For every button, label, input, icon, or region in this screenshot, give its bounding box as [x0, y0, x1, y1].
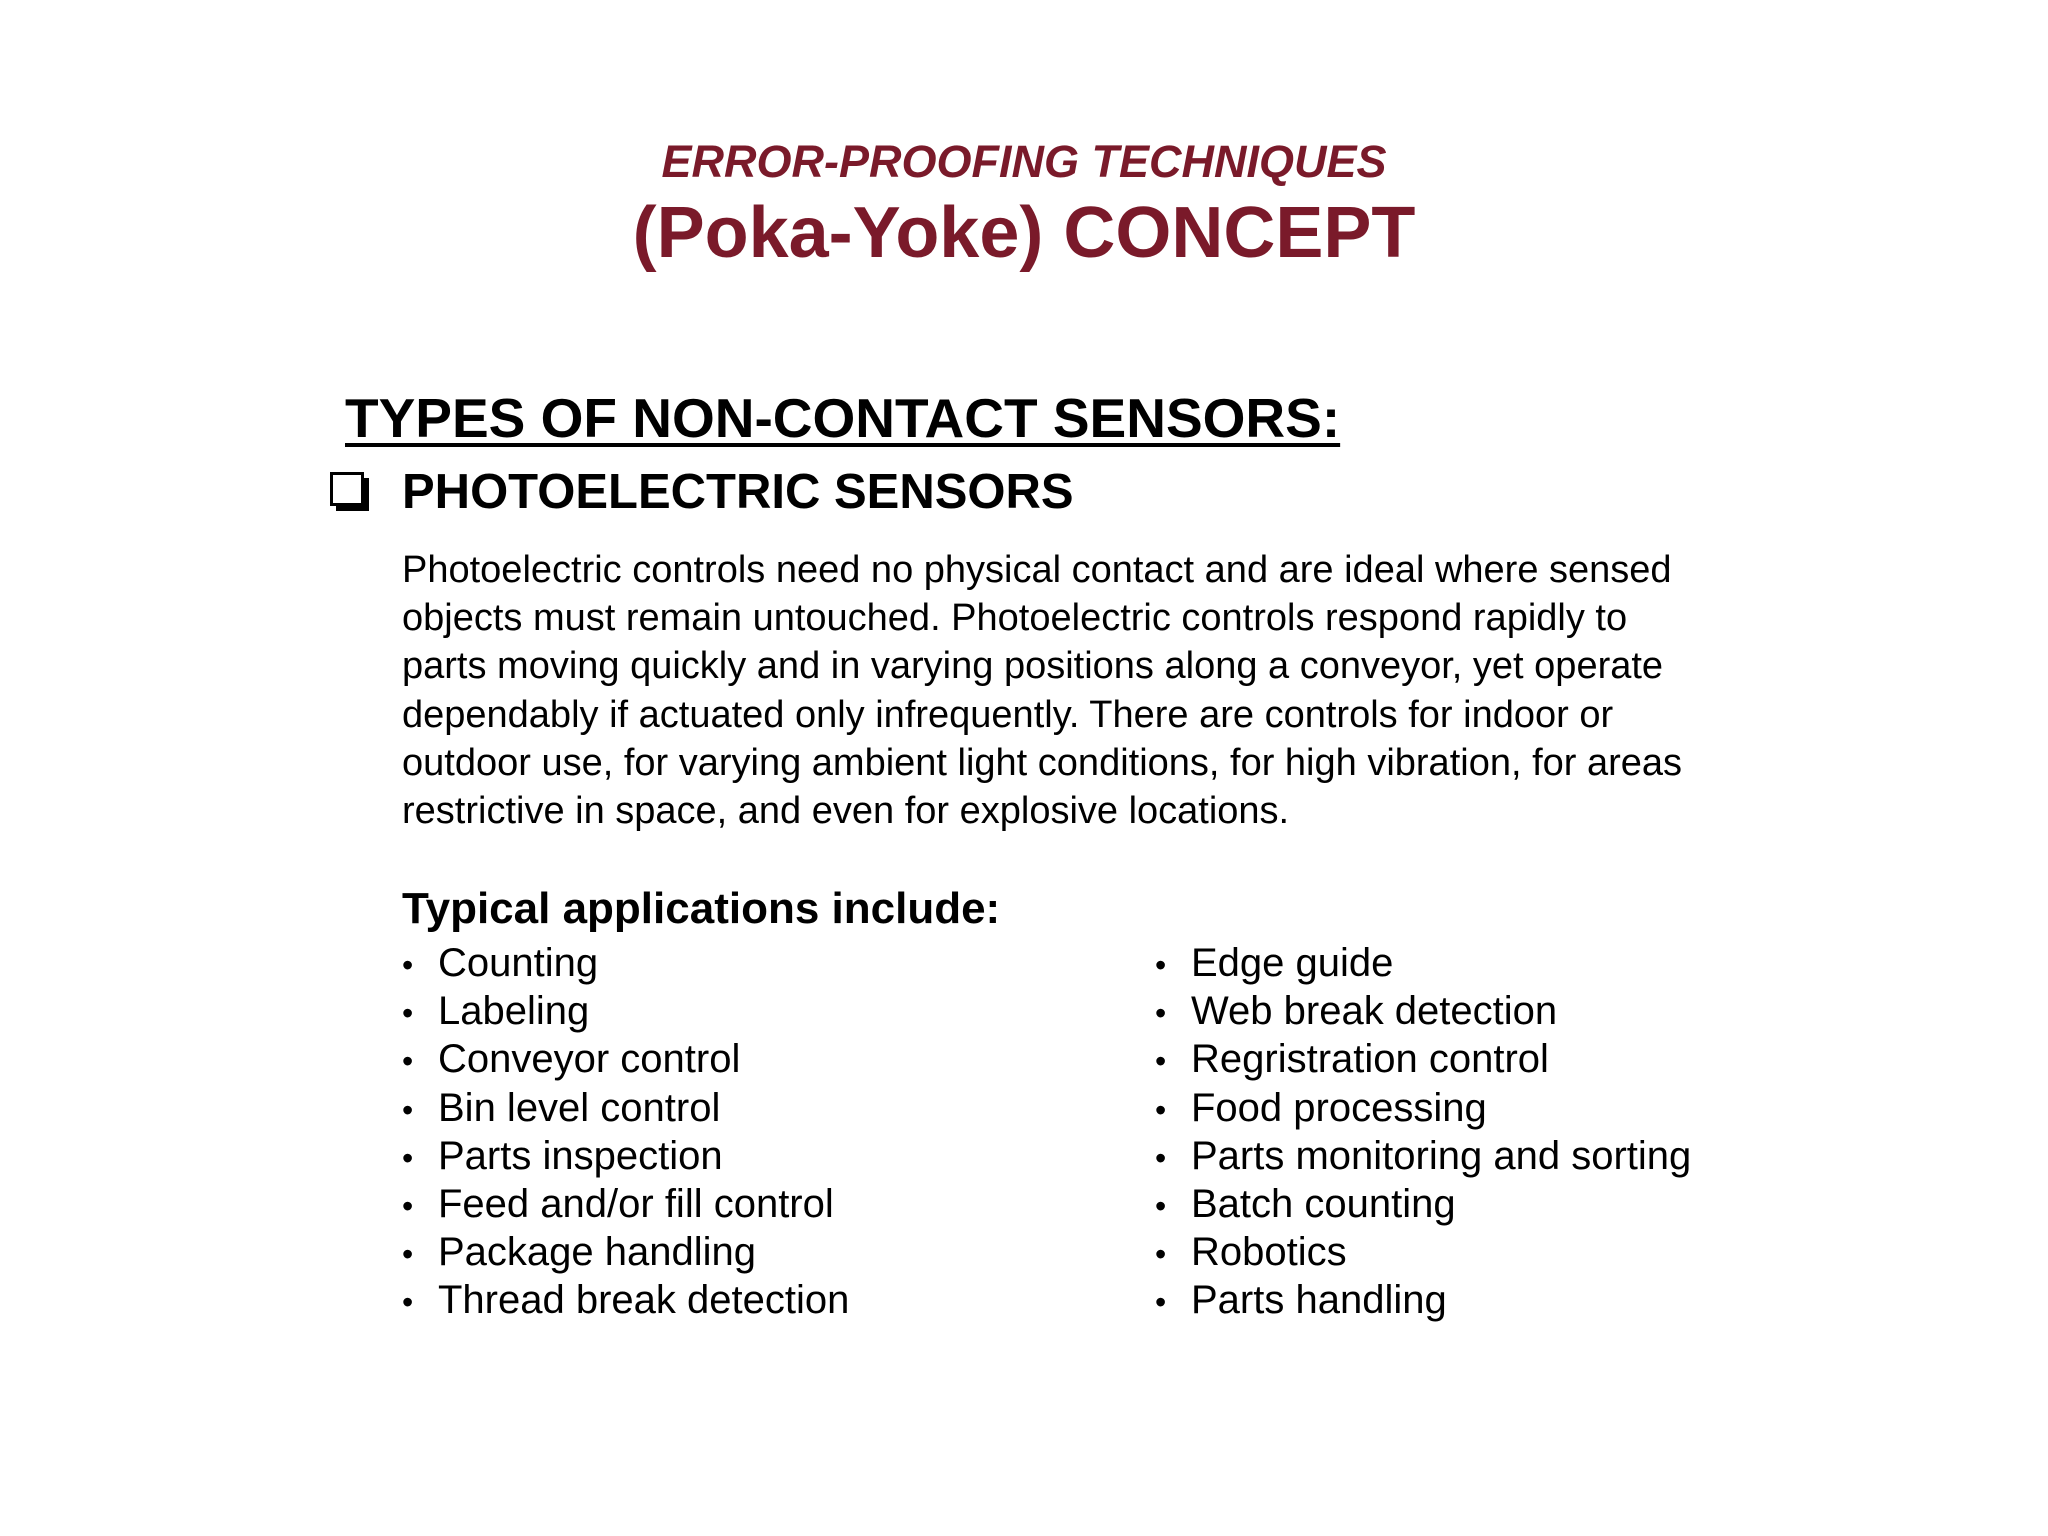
- list-item-label: Parts monitoring and sorting: [1191, 1133, 1692, 1178]
- checkbox-icon-box: [330, 472, 364, 506]
- paragraph-line: restrictive in space, and even for explosive locations.: [402, 790, 1290, 833]
- list-item: [402, 1035, 849, 1083]
- paragraph-line: Photoelectric controls need no physical contact and are ideal where sensed: [402, 549, 1672, 591]
- bullet-icon: •: [402, 1139, 414, 1176]
- list-item-label: Feed and/or fill control: [438, 1181, 834, 1226]
- bullet-icon: •: [402, 1236, 414, 1273]
- bullet-icon: •: [1155, 1284, 1167, 1321]
- bullet-icon: •: [1155, 1043, 1167, 1080]
- list-item-label: Bin level control: [438, 1085, 721, 1130]
- list-item: [402, 1084, 849, 1132]
- list-item: [1155, 939, 1691, 987]
- paragraph-line: outdoor use, for varying ambient light conditions, for high vibration, for areas: [402, 741, 1683, 784]
- list-item-label: Edge guide: [1191, 941, 1394, 985]
- applications-list-left: [402, 939, 849, 1325]
- list-item-label: Food processing: [1191, 1085, 1487, 1130]
- list-item: [402, 939, 849, 987]
- list-item: [402, 1132, 849, 1180]
- list-item: [1155, 1132, 1691, 1180]
- bullet-icon: •: [1155, 1236, 1167, 1273]
- bullet-icon: •: [402, 1091, 414, 1128]
- section-heading: TYPES OF NON-CONTACT SENSORS:: [345, 387, 1341, 449]
- bullet-icon: •: [402, 1187, 414, 1224]
- bullet-icon: •: [1155, 947, 1167, 983]
- bullet-icon: •: [402, 1284, 414, 1321]
- description-paragraph: [402, 546, 1782, 835]
- list-item: [402, 1276, 849, 1324]
- list-item-label: Batch counting: [1191, 1181, 1456, 1226]
- applications-heading: Typical applications include:: [402, 884, 1001, 933]
- bullet-icon: •: [1155, 995, 1167, 1032]
- list-item: [402, 1228, 849, 1276]
- list-item: [1155, 987, 1691, 1035]
- bullet-icon: •: [402, 995, 414, 1032]
- list-item: [1155, 1276, 1691, 1324]
- list-item: [1155, 1228, 1691, 1276]
- sub-heading: [330, 462, 1074, 522]
- paragraph-line: objects must remain untouched. Photoelectric controls respond rapidly to: [402, 597, 1628, 640]
- list-item-label: Thread break detection: [438, 1278, 850, 1323]
- checkbox-icon: [330, 472, 370, 512]
- bullet-icon: •: [402, 1043, 414, 1080]
- list-item-label: Labeling: [438, 989, 590, 1034]
- list-item-label: Regristration control: [1191, 1037, 1549, 1082]
- list-item-label: Robotics: [1191, 1230, 1347, 1275]
- bullet-icon: •: [1155, 1187, 1167, 1224]
- list-item: [1155, 1084, 1691, 1132]
- list-item-label: Web break detection: [1191, 989, 1558, 1034]
- sub-heading-label: PHOTOELECTRIC SENSORS: [402, 465, 1074, 519]
- bullet-icon: •: [1155, 1091, 1167, 1128]
- list-item: [402, 987, 849, 1035]
- list-item-label: Counting: [438, 941, 599, 985]
- list-item: [1155, 1180, 1691, 1228]
- page-title-line2: (Poka-Yoke) CONCEPT: [632, 193, 1416, 273]
- bullet-icon: •: [1155, 1139, 1167, 1176]
- applications-list-right: [1155, 939, 1691, 1325]
- list-item-label: Conveyor control: [438, 1037, 741, 1082]
- list-item: [1155, 1035, 1691, 1083]
- bullet-icon: •: [402, 947, 414, 983]
- list-item-label: Parts inspection: [438, 1133, 723, 1178]
- paragraph-line: parts moving quickly and in varying positions along a conveyor, yet operate: [402, 645, 1664, 688]
- paragraph-line: dependably if actuated only infrequently. There are controls for indoor or: [402, 693, 1614, 736]
- page-title-line1: ERROR-PROOFING TECHNIQUES: [661, 136, 1387, 187]
- list-item-label: Parts handling: [1191, 1278, 1447, 1323]
- list-item-label: Package handling: [438, 1230, 757, 1275]
- list-item: [402, 1180, 849, 1228]
